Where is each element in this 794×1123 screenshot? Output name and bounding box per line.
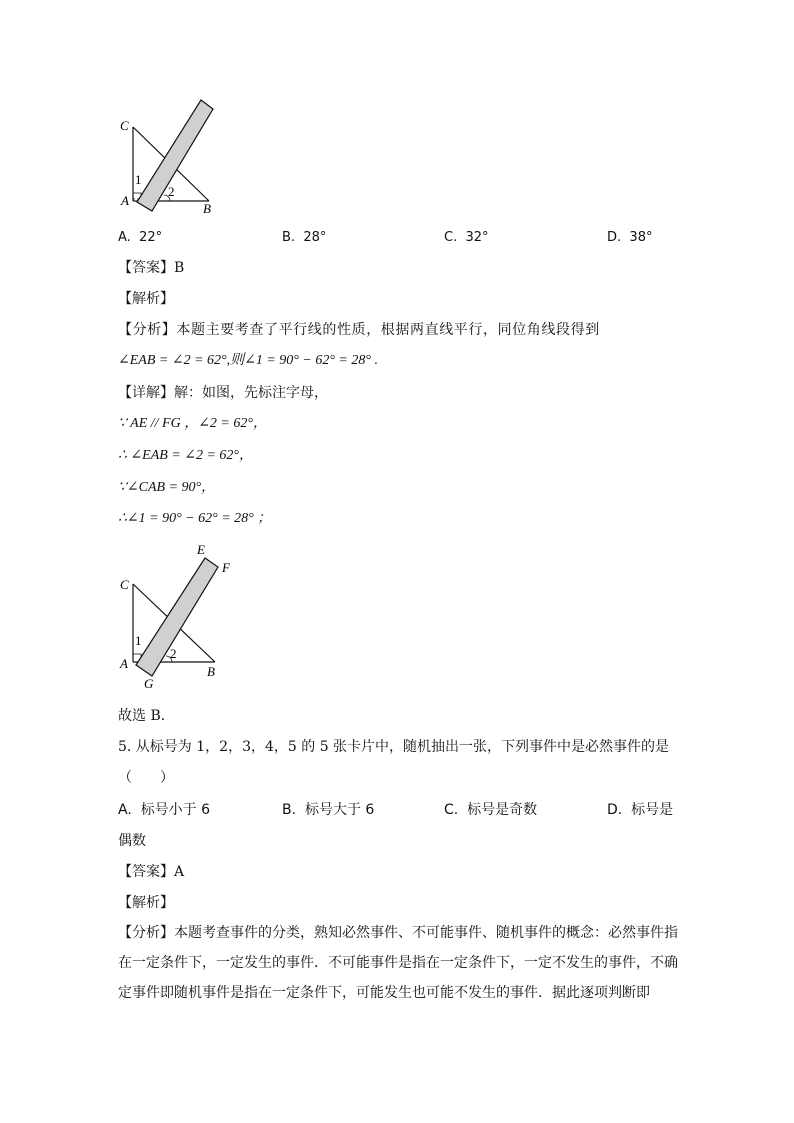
figure-1	[112, 95, 222, 220]
figure-2	[112, 538, 242, 693]
conclusion-q4: 故选 B．	[118, 708, 175, 724]
analysis-title-q4: 【解析】	[118, 291, 174, 307]
answer-q5: 【答案】A	[118, 864, 185, 880]
step-1: ∵ AE // FG ，∠2 = 62°，	[118, 416, 267, 431]
label-a: A	[121, 193, 129, 208]
label-a2: A	[120, 656, 128, 671]
label-e: E	[197, 542, 205, 557]
fenxi-q4-line1: 【分析】本题主要考查了平行线的性质，根据两直线平行，同位角线段得到	[118, 322, 600, 338]
option-d[interactable]: D. 38°	[607, 230, 653, 245]
option-b[interactable]: B. 28°	[282, 230, 327, 245]
label-angle-1b: 1	[135, 633, 142, 648]
label-c2: C	[120, 577, 129, 592]
detail-title-q4: 【详解】解：如图，先标注字母，	[118, 385, 328, 401]
q5-option-c[interactable]: C. 标号是奇数	[444, 802, 538, 818]
fenxi-q4-line2: ∠EAB = ∠2 = 62°,则∠1 = 90° − 62° = 28° .	[118, 353, 378, 368]
q5-option-d[interactable]: D. 标号是	[607, 802, 674, 818]
step-2: ∴ ∠EAB = ∠2 = 62°，	[118, 448, 254, 463]
fenxi-q5: 【分析】本题考查事件的分类，熟知必然事件、不可能事件、随机事件的概念：必然事件指在一定条件下，一定发生的事件．不可能事件是指在一定条件下，一定不发生的事件，不确定事件即随机事件是指在一定条件下，可能发生也可能不发生的事件．据此逐项判断即	[118, 925, 678, 1001]
q5-stem-line2: （ ）	[118, 770, 174, 786]
label-f: F	[222, 560, 230, 575]
answer-q4: 【答案】B	[118, 260, 185, 276]
step-3: ∵∠CAB = 90°，	[118, 480, 216, 495]
option-c[interactable]: C. 32°	[444, 230, 489, 245]
label-b2: B	[207, 664, 215, 679]
label-angle-2b: 2	[170, 646, 177, 661]
q5-option-a[interactable]: A. 标号小于 6	[118, 802, 211, 818]
q5-stem-line1: 5. 从标号为 1，2，3，4，5 的 5 张卡片中，随机抽出一张，下列事件中是必然事件的是	[118, 739, 670, 755]
label-angle-1: 1	[135, 172, 142, 187]
option-a[interactable]: A. 22°	[118, 230, 163, 245]
label-g: G	[144, 676, 154, 691]
analysis-title-q5: 【解析】	[118, 895, 174, 911]
q5-option-d-cont: 偶数	[118, 833, 146, 849]
label-c: C	[120, 118, 129, 133]
label-b: B	[203, 201, 211, 216]
step-4: ∴∠1 = 90° − 62° = 28° ；	[118, 511, 272, 526]
label-angle-2: 2	[168, 184, 175, 199]
q5-option-b[interactable]: B. 标号大于 6	[282, 802, 375, 818]
